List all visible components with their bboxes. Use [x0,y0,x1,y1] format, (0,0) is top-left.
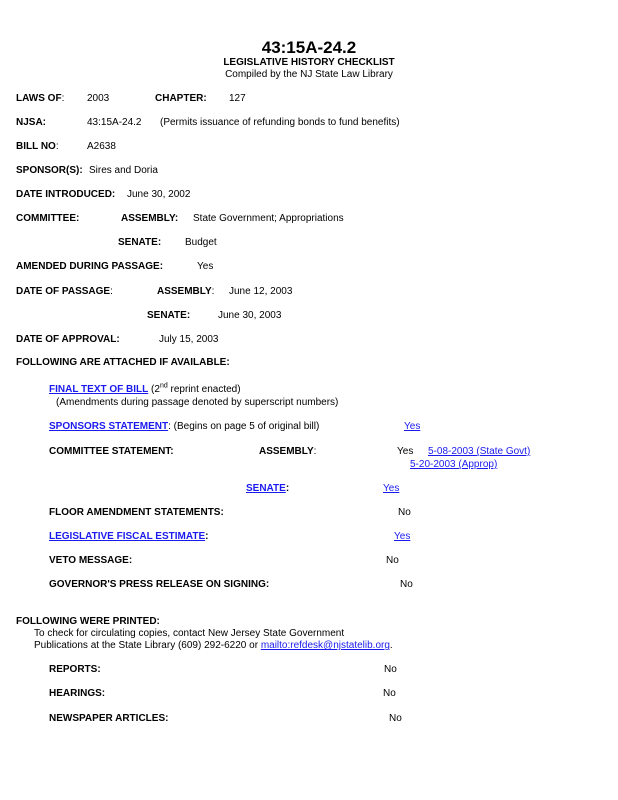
laws-of-colon: : [61,93,65,104]
laws-of-value: 2003 [87,93,110,104]
printed-line1: To check for circulating copies, contact New Jersey State Government [34,628,345,639]
final-text-note: (Amendments during passage denoted by superscript numbers) [56,397,339,408]
floor-amendment-label: FLOOR AMENDMENT STATEMENTS: [49,507,224,518]
committee-assembly-value: State Government; Appropriations [193,213,344,224]
reports-value: No [384,664,397,675]
hearings-label: HEARINGS: [49,688,106,699]
printed-line2 [34,640,393,651]
veto-value: No [386,555,399,566]
committee-statement-senate-link[interactable]: SENATE [246,483,286,494]
njsa-value: 43:15A-24.2 [87,117,142,128]
njsa-description: (Permits issuance of refunding bonds to fund benefits) [160,117,400,128]
bill-no-label: BILL NO [16,141,56,152]
passage-assembly [157,286,214,297]
committee-label: COMMITTEE: [16,213,80,224]
passage-assembly-value: June 12, 2003 [229,286,293,297]
bill-no-row [16,141,59,152]
printed-line2-post: . [389,640,393,651]
amended-value: Yes [197,261,214,272]
passage-assembly-label: ASSEMBLY [157,286,212,297]
sponsors-label: SPONSOR(S): [16,165,83,176]
date-of-approval-label: DATE OF APPROVAL: [16,334,120,345]
njsa-label: NJSA: [16,117,47,128]
newspaper-label: NEWSPAPER ARTICLES: [49,713,169,724]
bill-no-colon: : [55,141,59,152]
sponsors-statement-link[interactable]: SPONSORS STATEMENT [49,421,169,432]
sponsors-statement-row [49,421,319,432]
floor-amendment-value: No [398,507,411,518]
committee-statement-link-state-govt[interactable]: 5-08-2003 (State Govt) [428,446,531,457]
sponsors-value: Sires and Doria [89,165,158,176]
date-of-passage-colon: : [110,286,113,297]
final-text-row [49,384,241,395]
date-introduced-value: June 30, 2002 [127,189,191,200]
date-of-passage-label: DATE OF PASSAGE [16,286,111,297]
bill-no-value: A2638 [87,141,116,152]
date-of-approval-value: July 15, 2003 [159,334,219,345]
newspaper-value: No [389,713,402,724]
committee-statement-assembly-value: Yes [397,446,414,457]
committee-statement-assembly-colon: : [313,446,317,457]
date-of-passage-row [16,286,113,297]
refdesk-email-link[interactable]: mailto:refdesk@njstatelib.org [260,640,390,651]
laws-of-label: LAWS OF [16,93,62,104]
amended-label: AMENDED DURING PASSAGE: [16,261,164,272]
final-text-pre: (2 [148,384,160,395]
compiled-by: Compiled by the NJ State Law Library [225,69,393,80]
sponsors-statement-yes-link[interactable]: Yes [404,421,421,432]
press-release-value: No [400,579,413,590]
committee-statement-assembly-label: ASSEMBLY [259,446,314,457]
committee-statement-senate-yes-link[interactable]: Yes [383,483,400,494]
committee-senate-value: Budget [185,237,217,248]
attached-heading: FOLLOWING ARE ATTACHED IF AVAILABLE: [16,357,230,368]
committee-assembly-label: ASSEMBLY: [121,213,179,224]
passage-senate-label: SENATE: [147,310,191,321]
committee-statement-senate-colon: : [285,483,290,494]
printed-heading: FOLLOWING WERE PRINTED: [16,616,160,627]
press-release-label: GOVERNOR'S PRESS RELEASE ON SIGNING: [49,579,270,590]
date-introduced-label: DATE INTRODUCED: [16,189,116,200]
committee-senate-label: SENATE: [118,237,162,248]
final-text-post: reprint enacted) [167,384,241,395]
chapter-value: 127 [229,93,246,104]
fiscal-estimate-yes-link[interactable]: Yes [394,531,411,542]
fiscal-estimate-row [49,531,208,542]
passage-assembly-colon: : [211,286,215,297]
sponsors-statement-text: : (Begins on page 5 of original bill) [168,421,320,432]
page-title: 43:15A-24.2 [261,38,357,57]
fiscal-estimate-colon: : [205,531,209,542]
passage-senate-value: June 30, 2003 [218,310,282,321]
committee-statement-senate [246,483,289,494]
reports-label: REPORTS: [49,664,101,675]
hearings-value: No [383,688,396,699]
fiscal-estimate-link[interactable]: LEGISLATIVE FISCAL ESTIMATE [49,531,206,542]
final-text-sup: nd [159,382,168,390]
checklist-subtitle: LEGISLATIVE HISTORY CHECKLIST [223,57,395,68]
printed-line2-pre: Publications at the State Library (609) 292-6220 or [34,640,261,651]
committee-statement-link-approp[interactable]: 5-20-2003 (Approp) [410,459,498,470]
chapter-label: CHAPTER: [155,93,207,104]
committee-statement-assembly [259,446,316,457]
final-text-link[interactable]: FINAL TEXT OF BILL [49,384,149,395]
laws-of-row [16,93,64,104]
veto-label: VETO MESSAGE: [49,555,133,566]
committee-statement-label: COMMITTEE STATEMENT: [49,446,174,457]
